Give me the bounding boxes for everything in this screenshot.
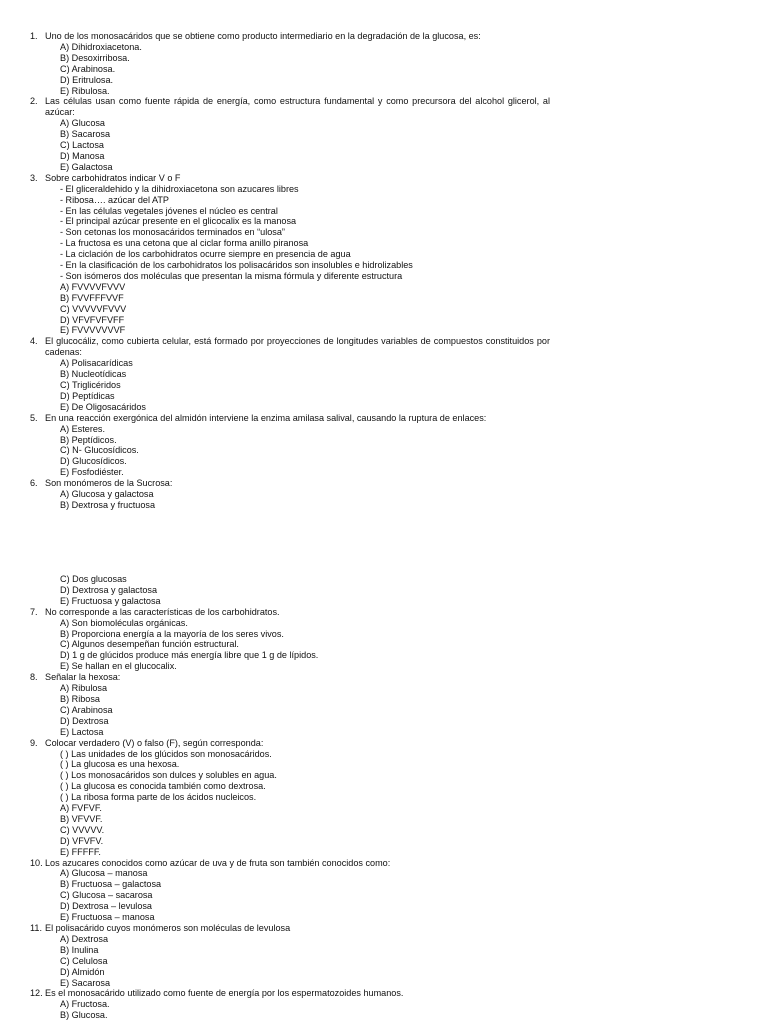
- answer-option: D) 1 g de glúcidos produce más energía libre que 1 g de lípidos.: [60, 650, 319, 661]
- question-number: 6.: [30, 478, 38, 489]
- answer-option: D) Glucosídicos.: [60, 456, 127, 467]
- answer-option: E) FFFFF.: [60, 846, 101, 857]
- answer-option: B) Glucosa.: [60, 1010, 108, 1021]
- answer-option: A) Glucosa: [60, 118, 105, 129]
- answer-option: E) Galactosa: [60, 161, 113, 172]
- answer-option: C) Triglicéridos: [60, 380, 121, 390]
- question-text: El polisacárido cuyos monómeros son moléculas de levulosa: [45, 923, 291, 933]
- statement-line: - Ribosa…. azúcar del ATP: [60, 194, 169, 205]
- question-item: [30, 607, 550, 672]
- question-number: 7.: [30, 606, 38, 617]
- answer-option: B) Dextrosa y fructuosa: [60, 499, 156, 510]
- question-text: No corresponde a las características de los carbohidratos.: [45, 606, 280, 617]
- question-number: 4.: [30, 336, 38, 347]
- statement-line: ( ) Los monosacáridos son dulces y solubles en agua.: [60, 770, 277, 781]
- answer-option: E) Fructuosa y galactosa: [60, 595, 161, 606]
- question-number: 2.: [30, 96, 38, 107]
- answer-option: C) N- Glucosídicos.: [60, 445, 139, 456]
- answer-option: D) Manosa: [60, 150, 105, 161]
- answer-option: A) Dihidroxiacetona.: [60, 41, 142, 52]
- question-text: Colocar verdadero (V) o falso (F), según corresponda:: [45, 737, 264, 748]
- question-item: [30, 31, 550, 96]
- answer-option: B) Fructuosa – galactosa: [60, 879, 162, 890]
- answer-option: A) FVVVVFVVV: [60, 281, 126, 292]
- answer-option: B) Sacarosa: [60, 129, 111, 140]
- answer-option: C) Arabinosa.: [60, 63, 116, 74]
- question-text: Uno de los monosacáridos que se obtiene como producto intermediario en la degradación de la glucosa, es:: [45, 31, 481, 41]
- statement-line: - En la clasificación de los carbohidratos los polisacáridos son insolubles e hidrolizables: [60, 260, 413, 271]
- question-number: 9.: [30, 737, 38, 748]
- question-item: [30, 336, 550, 412]
- answer-option: B) FVVFFFVVF: [60, 292, 124, 303]
- answer-option: B) Desoxirribosa.: [60, 52, 130, 63]
- answer-option: A) Esteres.: [60, 423, 105, 434]
- statement-line: ( ) La glucosa es conocida también como dextrosa.: [60, 781, 266, 792]
- answer-option: D) Peptídicas: [60, 390, 115, 401]
- answer-option: D) Dextrosa: [60, 715, 109, 726]
- answer-option: C) Arabinosa: [60, 704, 113, 715]
- question-number: 1.: [30, 31, 38, 41]
- answer-option: C) VVVVV.: [60, 824, 105, 835]
- answer-option: E) Fosfodiéster.: [60, 467, 124, 478]
- answer-option: A) Glucosa – manosa: [60, 868, 148, 879]
- question-item: [30, 574, 550, 607]
- answer-option: A) Glucosa y galactosa: [60, 489, 154, 500]
- answer-option: B) Proporciona energía a la mayoría de los seres vivos.: [60, 628, 284, 639]
- question-number: 12.: [30, 988, 43, 999]
- answer-option: B) Inulina: [60, 944, 99, 955]
- answer-option: C) Celulosa: [60, 955, 108, 966]
- answer-option: D) Almidón: [60, 966, 105, 977]
- answer-option: D) VFVFVFVFF: [60, 314, 125, 325]
- answer-option: B) Ribosa: [60, 693, 100, 704]
- questions-block-2: [30, 574, 550, 1021]
- statement-line: - Son cetonas los monosacáridos terminados en “ulosa”: [60, 227, 285, 238]
- statement-line: - El gliceraldehido y la dihidroxiacetona son azucares libres: [60, 183, 299, 194]
- question-item: [30, 672, 550, 737]
- question-item: [30, 858, 550, 923]
- statement-line: - La ciclación de los carbohidratos ocurre siempre en presencia de agua: [60, 249, 351, 260]
- answer-option: C) Dos glucosas: [60, 574, 127, 584]
- question-text: Señalar la hexosa:: [45, 672, 121, 683]
- answer-option: D) Dextrosa y galactosa: [60, 584, 158, 595]
- answer-option: E) Se hallan en el glucocalix.: [60, 661, 177, 672]
- answer-option: B) Peptídicos.: [60, 434, 117, 445]
- answer-option: E) Sacarosa: [60, 977, 111, 988]
- statement-line: - El principal azúcar presente en el glicocalix es la manosa: [60, 216, 297, 227]
- answer-option: A) Dextrosa: [60, 933, 109, 944]
- statement-line: - La fructosa es una cetona que al ciclar forma anillo piranosa: [60, 238, 309, 249]
- question-item: [30, 988, 550, 1021]
- answer-option: E) De Oligosacáridos: [60, 401, 146, 412]
- statement-line: ( ) Las unidades de los glúcidos son monosacáridos.: [60, 748, 272, 759]
- answer-option: D) Dextrosa – levulosa: [60, 901, 152, 912]
- answer-option: E) FVVVVVVVF: [60, 325, 126, 336]
- answer-option: A) Fructosa.: [60, 999, 110, 1010]
- answer-option: D) VFVFV.: [60, 835, 104, 846]
- statement-line: - En las células vegetales jóvenes el núcleo es central: [60, 205, 278, 216]
- answer-option: C) Glucosa – sacarosa: [60, 890, 153, 901]
- questions-block-1: [30, 31, 550, 511]
- statement-line: - Son isómeros dos moléculas que presentan la misma fórmula y diferente estructura: [60, 270, 403, 281]
- answer-option: D) Eritrulosa.: [60, 74, 114, 85]
- question-text: Sobre carbohidratos indicar V o F: [45, 172, 181, 183]
- question-number: 10.: [30, 857, 43, 868]
- answer-option: E) Lactosa: [60, 726, 104, 737]
- answer-option: C) Lactosa: [60, 140, 104, 151]
- answer-option: B) Nucleotídicas: [60, 369, 127, 380]
- question-text: Son monómeros de la Sucrosa:: [45, 478, 173, 489]
- question-item: [30, 923, 550, 988]
- question-number: 8.: [30, 672, 38, 683]
- question-item: [30, 413, 550, 478]
- question-text: Es el monosacárido utilizado como fuente de energía por los espermatozoides humanos.: [45, 988, 404, 999]
- answer-option: C) Algunos desempeñan función estructural.: [60, 639, 239, 650]
- question-item: [30, 173, 550, 337]
- answer-option: A) Polisacarídicas: [60, 358, 133, 369]
- question-number: 11.: [30, 923, 42, 933]
- answer-option: B) VFVVF.: [60, 813, 103, 824]
- answer-option: A) Son biomoléculas orgánicas.: [60, 617, 188, 628]
- statement-line: ( ) La ribosa forma parte de los ácidos nucleicos.: [60, 792, 257, 803]
- question-item: [30, 478, 550, 511]
- question-text: Las células usan como fuente rápida de energía, como estructura fundamental y como precursora del alcohol glicerol, al azúcar:: [45, 96, 550, 118]
- question-number: 5.: [30, 412, 38, 423]
- answer-option: A) Ribulosa: [60, 683, 108, 694]
- question-item: [30, 96, 550, 172]
- statement-line: ( ) La glucosa es una hexosa.: [60, 759, 180, 770]
- answer-option: E) Ribulosa.: [60, 85, 110, 96]
- question-number: 3.: [30, 172, 38, 183]
- question-text: El glucocáliz, como cubierta celular, está formado por proyecciones de longitudes variables de compuestos constituidos por cadenas:: [45, 336, 550, 358]
- question-text: Los azucares conocidos como azúcar de uva y de fruta son también conocidos como:: [45, 857, 391, 868]
- question-text: En una reacción exergónica del almidón interviene la enzima amilasa salival, causando la ruptura de enlaces:: [45, 412, 487, 423]
- answer-option: A) FVFVF.: [60, 803, 102, 814]
- answer-option: C) VVVVVFVVV: [60, 303, 127, 314]
- question-item: [30, 738, 550, 858]
- answer-option: E) Fructuosa – manosa: [60, 912, 155, 923]
